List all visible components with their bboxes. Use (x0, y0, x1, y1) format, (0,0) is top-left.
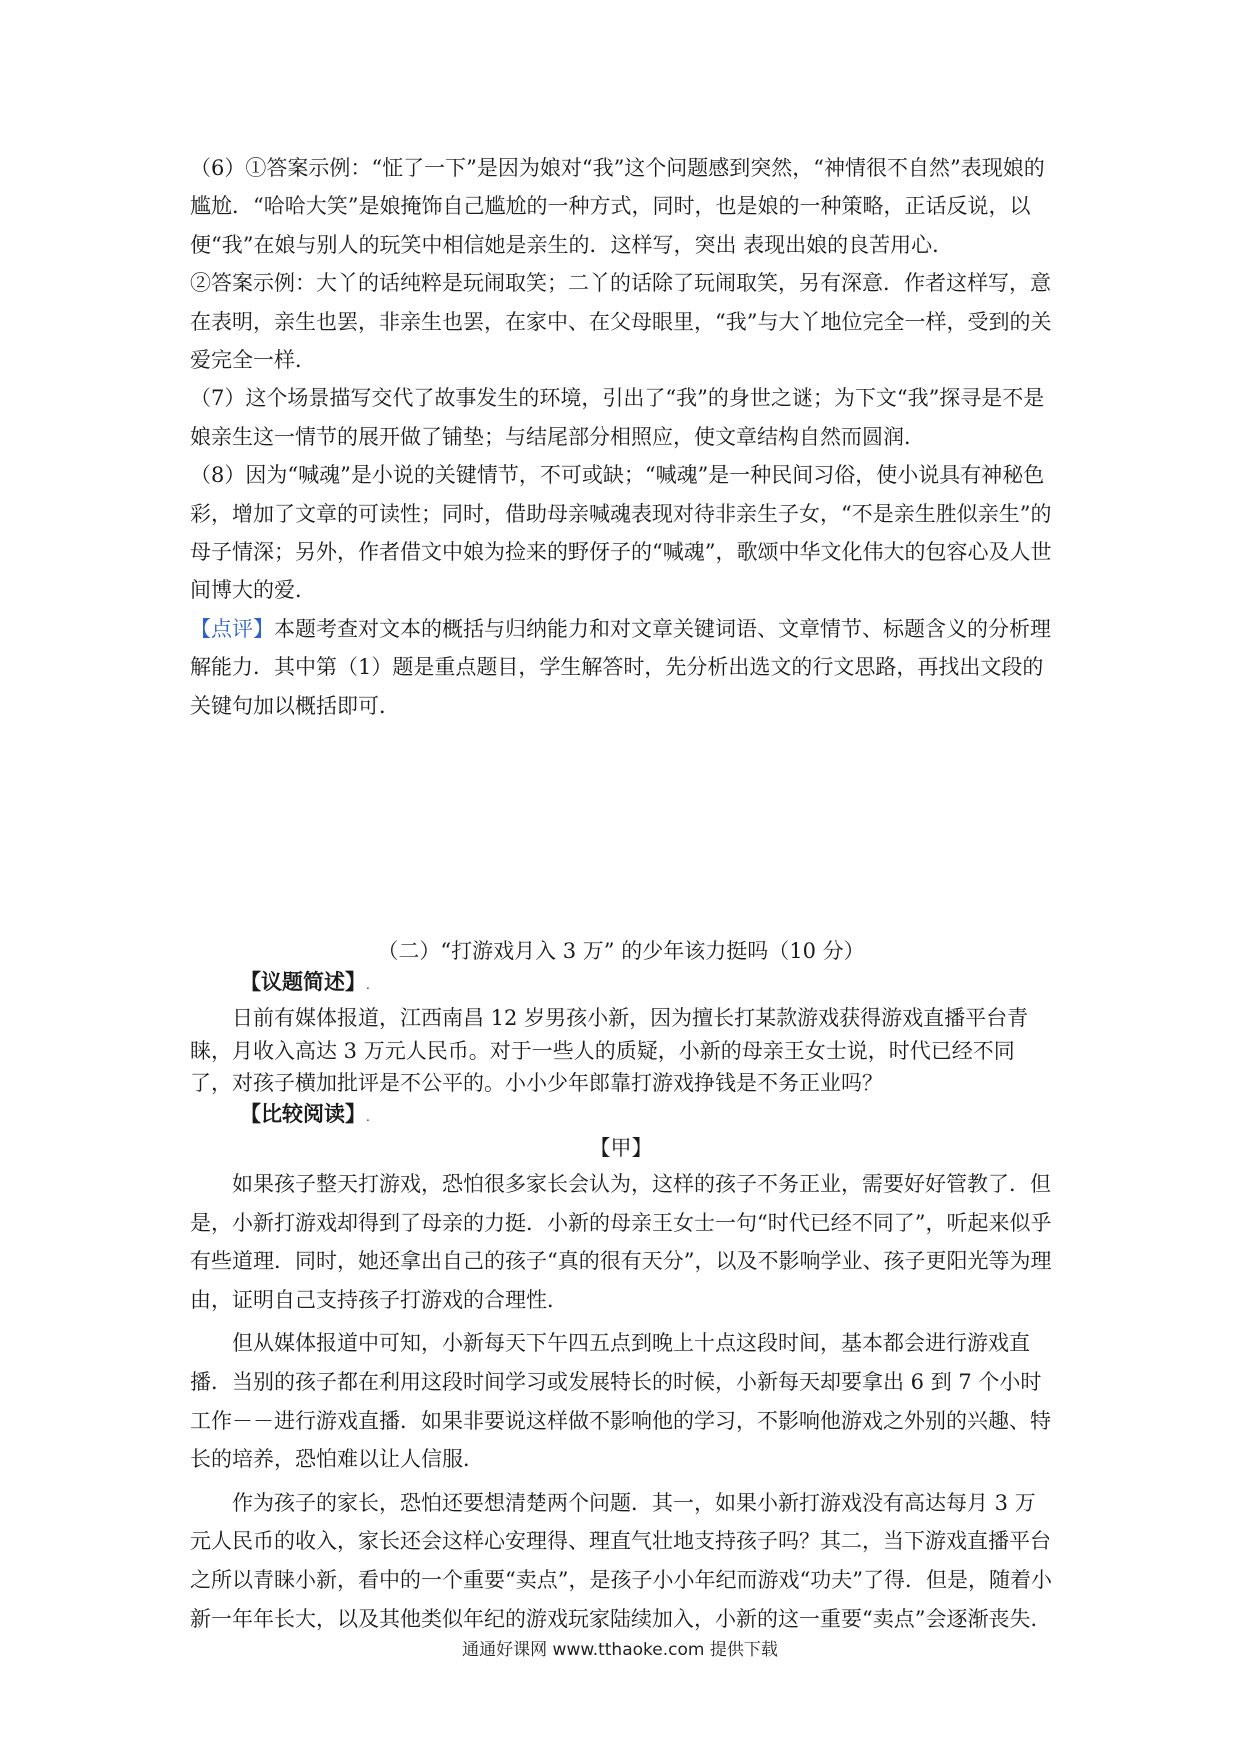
topic-heading (240, 966, 370, 1001)
comment-label: 【点评】 (190, 616, 274, 641)
footer-download-notice: 通通好课网 www.tthaoke.com 提供下载 (462, 1640, 778, 1660)
answer-q6-part2: ②答案示例：大丫的话纯粹是玩闹取笑；二丫的话除了玩闹取笑，另有深意．作者这样写，意在表明，亲生也罢，非亲生也罢，在家中、在父母眼里，“我”与大丫地位完全一样，受到的关爱完全一样． (190, 271, 1052, 373)
passage-paragraph-1: 如果孩子整天打游戏，恐怕很多家长会认为，这样的孩子不务正业，需要好好管教了．但是，小新打游戏却得到了母亲的力挺．小新的母亲王女士一句“时代已经不同了”，听起来似乎有些道理．同时，她还拿出自己的孩子“真的很有天分”，以及不影响学业、孩子更阳光等为理由，证明自己支持孩子打游戏的合理性． (190, 1172, 1052, 1312)
comment-text: 本题考查对文本的概括与归纳能力和对文章关键词语、文章情节、标题含义的分析理解能力．其中第（1）题是重点题目，学生解答时，先分析出选文的行文思路，再找出文段的关键句加以概括即可． (190, 616, 1051, 718)
passage-paragraph-2: 但从媒体报道中可知，小新每天下午四五点到晚上十点这段时间，基本都会进行游戏直播．当别的孩子都在利用这段时间学习或发展特长的时候，小新每天却要拿出 6 到 7 个小时工作－－进行游戏直播．如果非要说这样做不影响他的学习，不影响他游戏之外别的兴趣、特长的培养，恐怕难以让人信服． (190, 1331, 1051, 1472)
passage-paragraph-3: 作为孩子的家长，恐怕还要想清楚两个问题．其一，如果小新打游戏没有高达每月 3 万元人民币的收入，家长还会这样心安理得、理直气壮地支持孩子吗？其二，当下游戏直播平台之所以青睐小新，看中的一个重要“卖点”，是孩子小小年纪而游戏“功夫”了得．但是，随着小新一年年长大，以及其他类似年纪的游戏玩家陆续加入，小新的这一重要“卖点”会逐渐丧失． (190, 1490, 1052, 1631)
compare-heading-tail: . (366, 1110, 370, 1124)
topic-heading-label: 【议题简述】 (240, 969, 366, 994)
compare-heading (240, 1098, 370, 1133)
compare-heading-label: 【比较阅读】 (240, 1101, 366, 1126)
answer-q8: （8）因为“喊魂”是小说的关键情节，不可或缺；“喊魂”是一种民间习俗，使小说具有神秘色彩，增加了文章的可读性；同时，借助母亲喊魂表现对待非亲生子女，“不是亲生胜似亲生”的母子情深；另外，作者借文中娘为捡来的野伢子的“喊魂”，歌颂中华文化伟大的包容心及人世间博大的爱． (190, 463, 1052, 603)
section-title: （二）“打游戏月入 3 万” 的少年该力挺吗（10 分） (377, 939, 865, 963)
topic-heading-tail: . (366, 978, 370, 992)
answer-section (190, 149, 1052, 725)
passage-label: 【甲】 (589, 1136, 653, 1160)
comment-paragraph (190, 610, 1052, 725)
answer-q7: （7）这个场景描写交代了故事发生的环境，引出了“我”的身世之谜；为下文“我”探寻是不是娘亲生这一情节的展开做了铺垫；与结尾部分相照应，使文章结构自然而圆润． (190, 386, 1045, 449)
answer-q6-part1: （6）①答案示例：“怔了一下”是因为娘对“我”这个问题感到突然，“神情很不自然”表现娘的尴尬．“哈哈大笑”是娘掩饰自己尴尬的一种方式，同时，也是娘的一种策略，正话反说，以便“我”在娘与别人的玩笑中相信她是亲生的．这样写，突出 表现出娘的良苦用心． (190, 156, 1045, 257)
topic-text: 日前有媒体报道，江西南昌 12 岁男孩小新，因为擅长打某款游戏获得游戏直播平台青睐，月收入高达 3 万元人民币。对于一些人的质疑，小新的母亲王女士说，时代已经不同了，对孩子横加批评是不公平的。小小少年郎靠打游戏挣钱是不务正业吗？ (190, 1006, 1029, 1095)
passage-body (190, 1165, 1052, 1638)
topic-intro (190, 1002, 1052, 1100)
